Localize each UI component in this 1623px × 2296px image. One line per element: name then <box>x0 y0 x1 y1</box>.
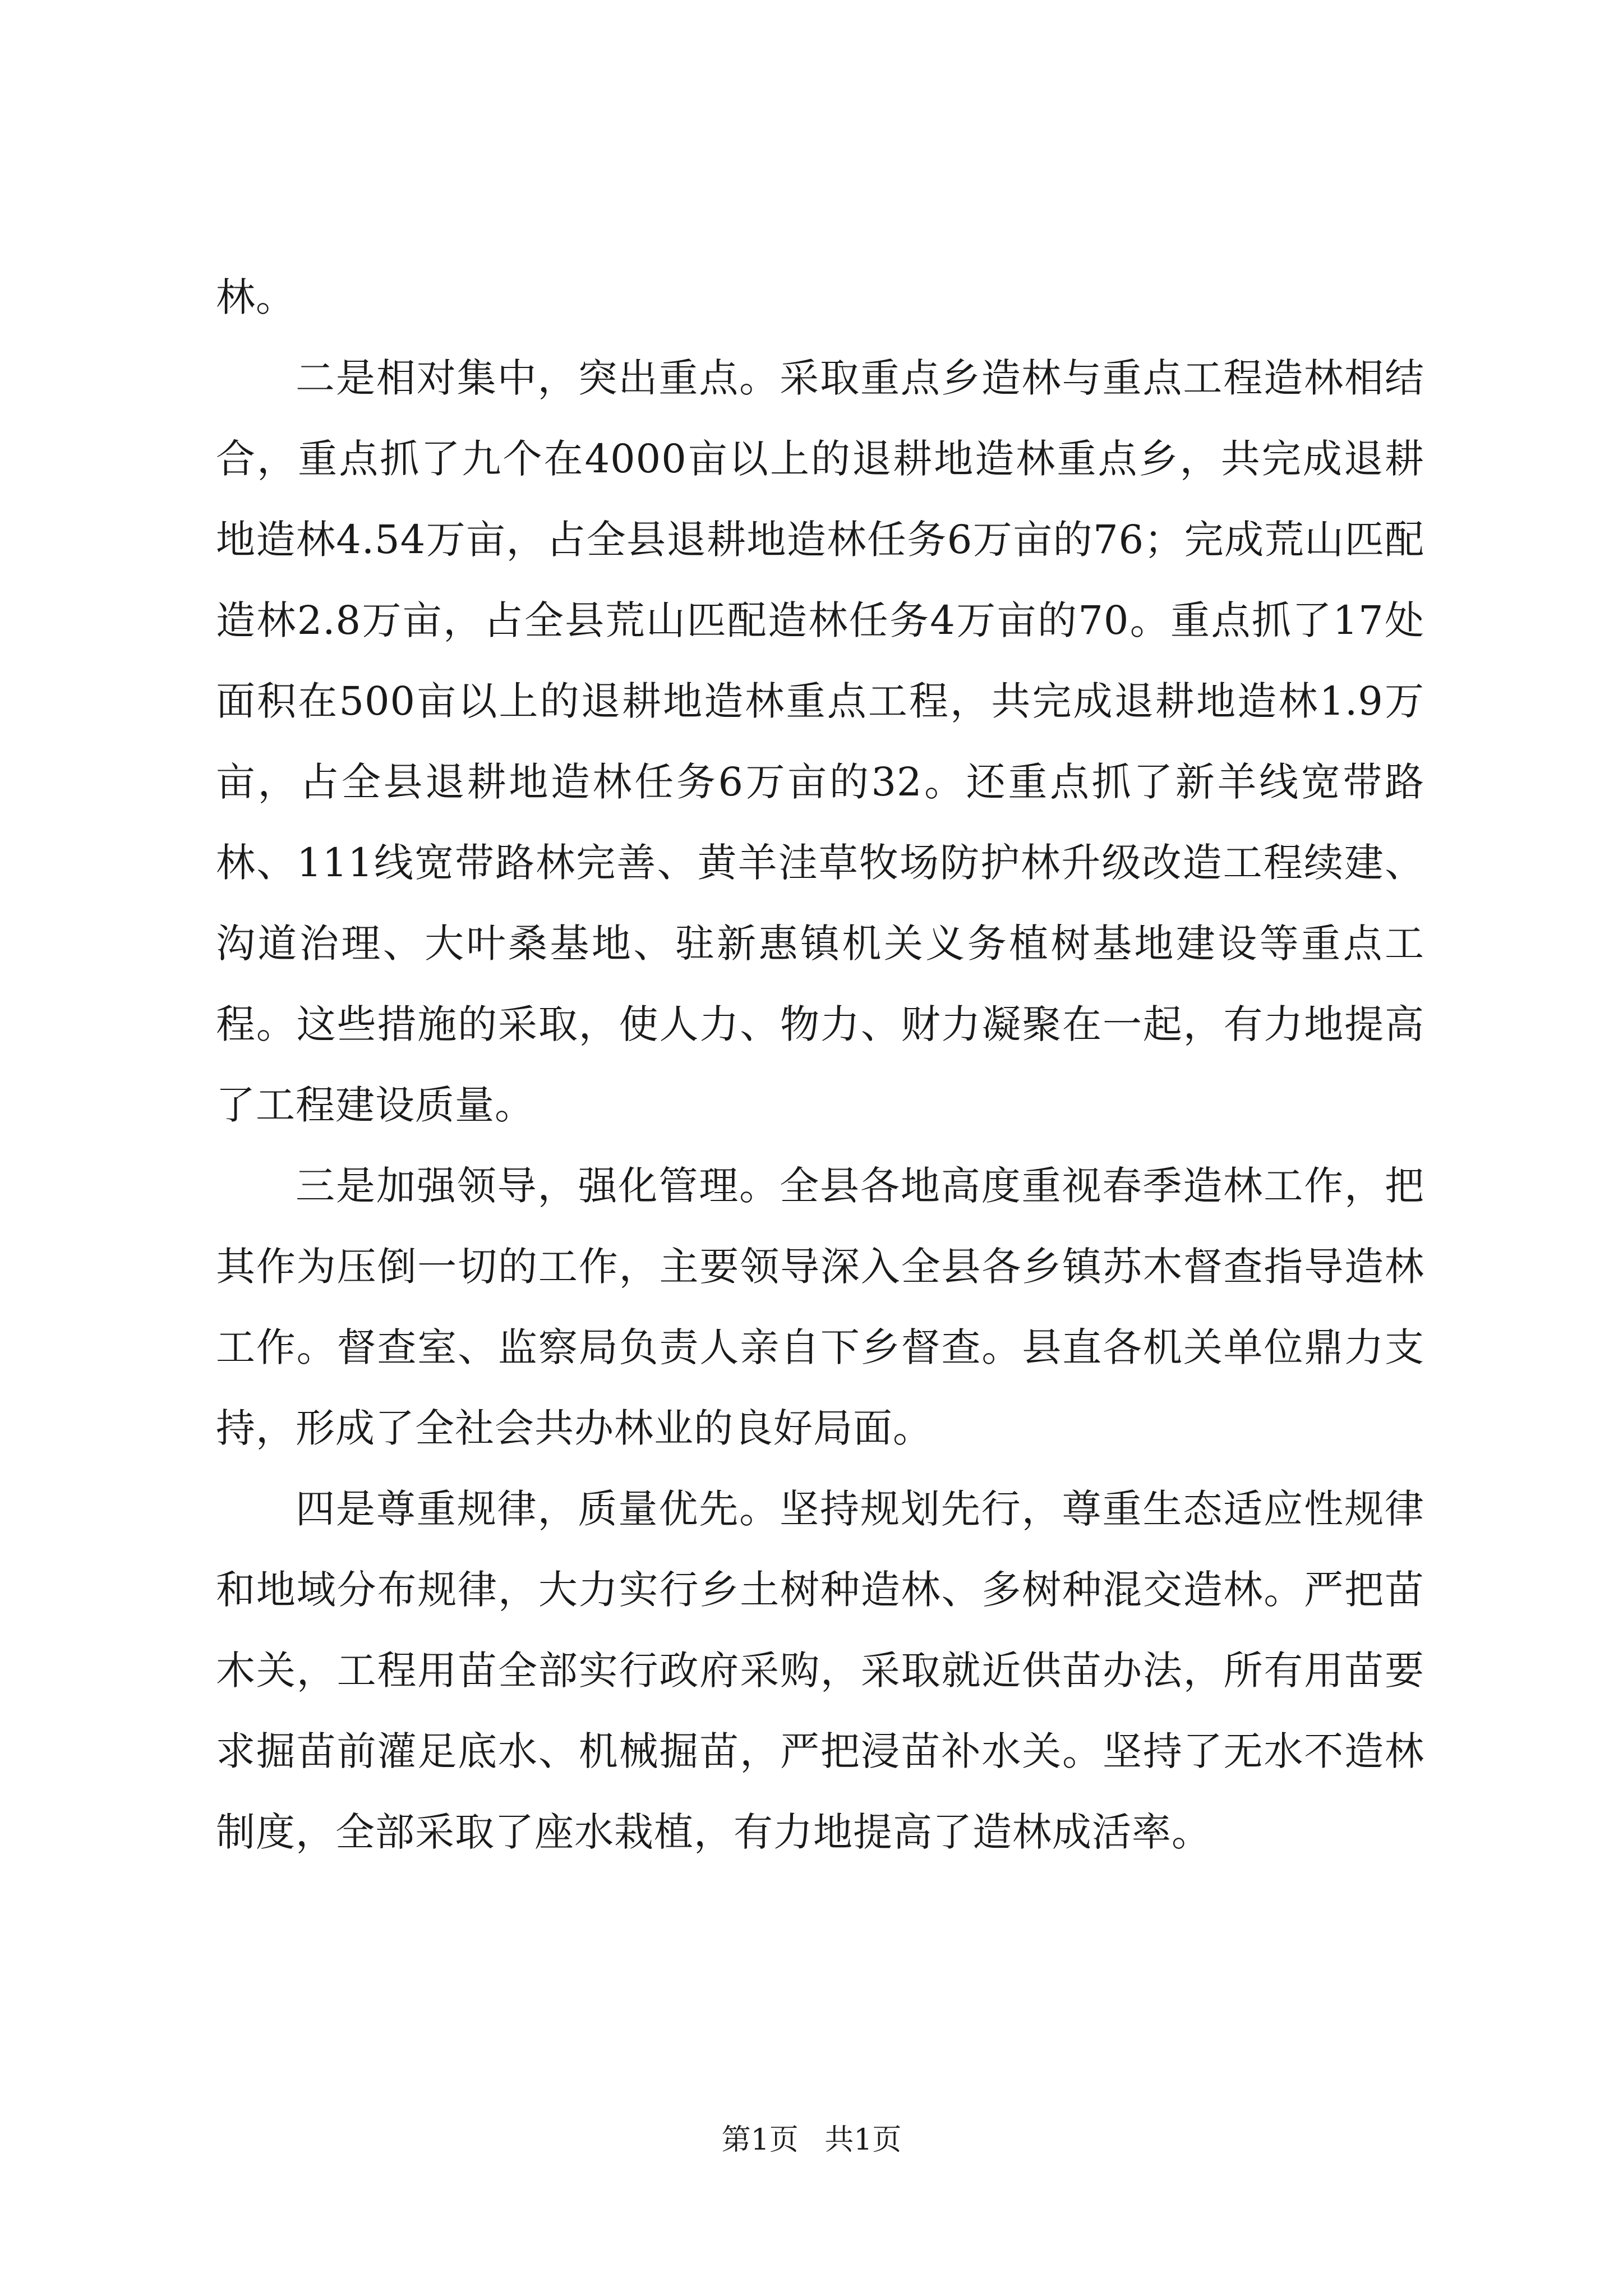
paragraph-point-three: 三是加强领导，强化管理。全县各地高度重视春季造林工作，把其作为压倒一切的工作，主要领导深入全县各乡镇苏木督查指导造林工作。督查室、监察局负责人亲自下乡督查。县直各机关单位鼎力支持，形成了全社会共办林业的良好局面。 <box>216 1163 1424 1451</box>
page-number-total: 共1页 <box>824 2123 902 2157</box>
page-number-current: 第1页 <box>721 2123 799 2157</box>
paragraph-point-four: 四是尊重规律，质量优先。坚持规划先行，尊重生态适应性规律和地域分布规律，大力实行乡土树种造林、多树种混交造林。严把苗木关，工程用苗全部实行政府采购，采取就近供苗办法，所有用苗要求掘苗前灌足底水、机械掘苗，严把浸苗补水关。坚持了无水不造林制度，全部采取了座水栽植，有力地提高了造林成活率。 <box>216 1486 1424 1855</box>
paragraph-point-two: 二是相对集中，突出重点。采取重点乡造林与重点工程造林相结合，重点抓了九个在4000亩以上的退耕地造林重点乡，共完成退耕地造林4.54万亩，占全县退耕地造林任务6万亩的76；完成荒山匹配造林2.8万亩，占全县荒山匹配造林任务4万亩的70。重点抓了17处面积在500亩以上的退耕地造林重点工程，共完成退耕地造林1.9万亩，占全县退耕地造林任务6万亩的32。还重点抓了新羊线宽带路林、111线宽带路林完善、黄羊洼草牧场防护林升级改造工程续建、沟道治理、大叶桑基地、驻新惠镇机关义务植树基地建设等重点工程。这些措施的采取，使人力、物力、财力凝聚在一起，有力地提高了工程建设质量。 <box>216 355 1424 1128</box>
page-footer <box>0 2120 1623 2160</box>
document-body <box>216 257 1424 1872</box>
paragraph-continuation: 林。 <box>216 274 296 320</box>
